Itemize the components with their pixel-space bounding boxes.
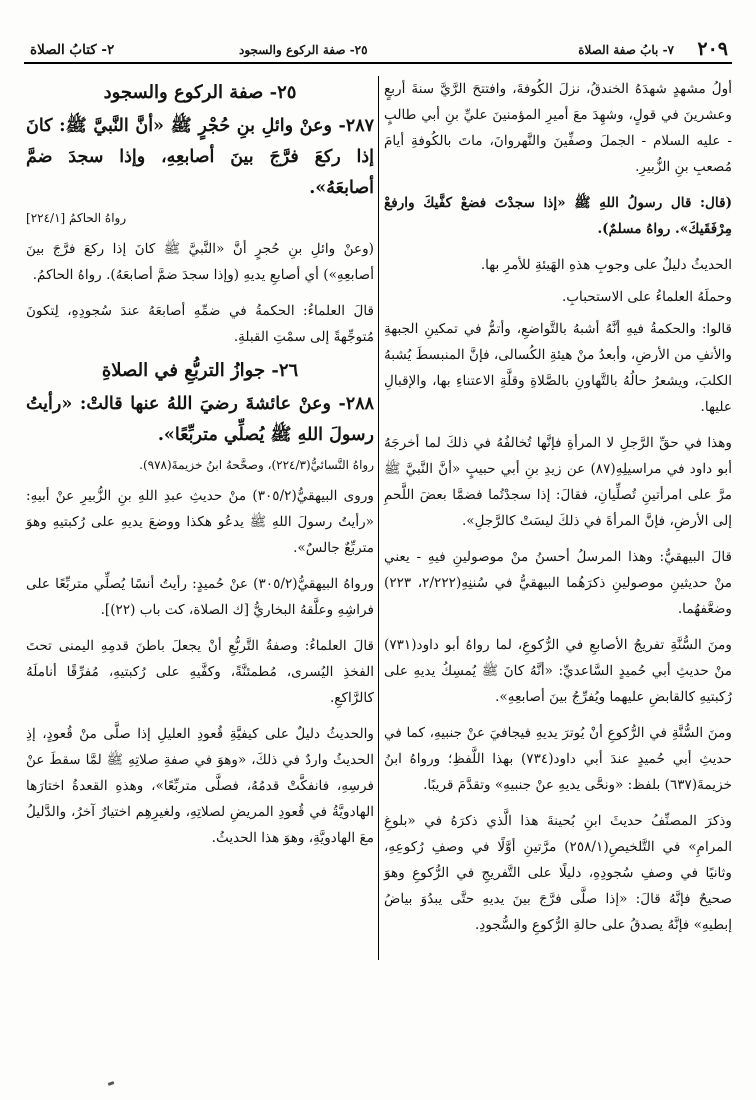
section-title: ٢٥- صفة الركوع والسجود (103, 82, 297, 103)
commentary-paragraph: قالَ العلماءُ: وصفةُ التَّربُّعِ أنْ يجعلَ باطنَ قدمِهِ اليمنى تحتَ الفخذِ اليُسرى، مُطمئنَّةً، وكفَّيهِ على رُكبتيهِ، مُفرِّقًا أناملَهُ كالرَّاكعِ. (26, 638, 374, 706)
commentary-paragraph: ورواهُ البيهقيُّ(٣٠٥/٢) عنْ حُميدٍ: رأيتُ أنسًا يُصلِّي متربِّعًا على فراشِهِ وعلَّقهُ البخاريُّ [ك الصلاة، كت باب (٢٢)]. (26, 576, 375, 618)
commentary-paragraph: الحديثُ دليلٌ على وجوبِ هذهِ الهَيئةِ للأمرِ بها. (480, 257, 732, 273)
commentary-paragraph: (وعنْ وائلِ بنِ حُجرٍ أنَّ «النَّبيَّ ﷺ كانَ إذا ركعَ فرَّجَ بينَ أصابعِهِ») أي أصابعِ يديهِ (وإذا سجدَ ضمَّ أصابعَهُ). رواهُ الحاكمُ. (26, 241, 374, 283)
hadith-text: ٢٨٧- وعنْ وائلِ بنِ حُجْرٍ ﷺ «أنَّ النَّبيَّ ﷺ: كانَ إذا ركعَ فرَّجَ بينَ أصابعِهِ، وإذا سجدَ ضمَّ أصابعَهُ». (26, 116, 374, 198)
scan-mark (108, 1081, 115, 1086)
commentary-paragraph: ومنَ السُّنَّةِ في الرُّكوعِ أنْ يُوترَ يديهِ فيجافيَ عنْ جنبيهِ، كما في حديثِ أبي حُميدٍ عندَ أبي داود(٧٣٤) بهذا اللَّفظِ؛ ورواهُ ابنُ خزيمةَ(٦٣٧) بلفظ: «ونحَّى يديهِ عنْ جنبيهِ» وتقدَّمَ قريبًا. (384, 725, 733, 793)
header-book-title: ٢- كتابُ الصلاة (30, 42, 115, 58)
running-header (24, 38, 732, 64)
commentary-paragraph: وروى البيهقيُّ(٣٠٥/٢) منْ حديثِ عبدِ اللهِ بنِ الزُّبيرِ عنْ أبيهِ: «رأيتُ رسولَ اللهِ ﷺ يدعُو هكذا ووضعَ يديهِ على رُكبتيهِ وهوَ متربِّعٌ جالسٌ». (26, 488, 374, 556)
right-text-column (384, 76, 732, 1070)
hadith-source: رواهُ النَّسائيُّ(٢٢٤/٣)، وصحَّحهُ ابنُ خزيمةَ(٩٧٨). (139, 458, 374, 472)
commentary-paragraph: قالَ البيهقيُّ: وهذا المرسلُ أحسنُ منْ موصولينِ فيهِ - يعني منْ حديثينِ موصولينِ ذكرَهُما البيهقيُّ في سُننِهِ(٢/٢٢٢، ٢٢٣) وضعَّفهُما. (384, 549, 732, 617)
commentary-paragraph: ومنَ السُّنَّةِ تفريجُ الأصابعِ في الرُّكوعِ، لما رواهُ أبو داود(٧٣١) منْ حديثِ أبي حُميدٍ السَّاعديِّ: «أنَّهُ كانَ ﷺ يُمسِكُ يديهِ على رُكبتيهِ كالقابضِ عليهما ويُفرِّجُ بينَ أصابعِهِ». (384, 637, 732, 705)
commentary-paragraph: وحملَهُ العلماءُ على الاستحبابِ. (561, 289, 732, 305)
hadith-quote-paragraph: (قال: قال رسولُ اللهِ ﷺ «إذا سجدْتَ فضعْ كفَّيكَ وارفعْ مِرْفَقَيكَ». رواهُ مسلمٌ). (384, 195, 732, 237)
left-text-column (26, 76, 374, 1070)
hadith-text: ٢٨٨- وعنْ عائشةَ رضيَ اللهُ عنها قالتْ: «رأيتُ رسولَ اللهِ ﷺ يُصلِّي متربِّعًا». (26, 394, 374, 445)
section-title: ٢٦- جوازُ التربُّعِ في الصلاةِ (101, 360, 299, 381)
column-divider (378, 76, 379, 960)
hadith-source: رواهُ الحاكمُ [٢٢٤/١] (26, 211, 127, 225)
header-section-title: ٧- بابُ صفة الصلاة (578, 43, 674, 57)
biography-paragraph: أولُ مشهدٍ شهدَهُ الخندقُ، نزلَ الكُوفةَ، وافتتحَ الرَّيَّ سنةَ أربعٍ وعشرينَ في قولٍ، وشهِدَ معَ أميرِ المؤمنينَ عليِّ بنِ أبي طالبٍ - عليه السلام - الجملَ وصفِّينَ والنَّهروانَ، ماتَ بالكُوفةِ أيامَ مُصعبِ بنِ الزُّبيرِ. (384, 81, 732, 175)
header-chapter-title: ٢٥- صفة الركوع والسجود (239, 43, 368, 57)
commentary-paragraph: والحديثُ دليلٌ على كيفيَّةِ قُعودِ العليلِ إذا صلَّى منْ قُعودٍ، إذِ الحديثُ واردٌ في ذلكَ، «وهوَ في صفةِ صلاتِهِ ﷺ لمَّا سقطَ عنْ فرسِهِ، فانفكَّتْ قدمُهُ، فصلَّى متربِّعًا»، وهذهِ القعدةُ اختارَها الهادويَّةُ في قُعودِ المريضِ لصلاتِهِ، ولغيرِهِم اختيارٌ آخرُ، والدَّليلُ معَ الهادويَّةِ، وهوَ هذا الحديثُ. (26, 726, 374, 846)
page-number: ٢٠٩ (697, 38, 728, 60)
commentary-paragraph: قالَ العلماءُ: الحكمةُ في ضمِّهِ أصابعَهُ عندَ سُجودِهِ، لِتكونَ مُتوجِّهةً إلى سمْتِ القبلةِ. (26, 303, 374, 345)
commentary-paragraph: وذكرَ المصنِّفُ حديثَ ابنِ بُحينةَ هذا الَّذي ذكرَهُ في «بلوغِ المرامِ» في التَّلخيصِ(٢٥٨/١) مرَّتينِ أوَّلًا في وصفِ رُكوعِهِ، وثانيًا في وصفِ سُجودِهِ، دليلًا على التَّفريجِ في الرُّكوعِ وهوَ صحيحٌ فإنَّهُ قالَ: «إذا صلَّى فرَّجَ بينَ يديهِ حتَّى يبدُوَ بياضُ إبطيهِ» فإنَّهُ يصدقُ على حالةِ الرُّكوعِ والسُّجودِ. (384, 813, 732, 933)
commentary-paragraph: وهذا في حقِّ الرَّجلِ لا المرأةِ فإنَّها تُخالفُهُ في ذلكَ لما أخرجَهُ أبو داود في مراسيلِهِ(٨٧) عن زيدِ بنِ أبي حبيبٍ «أنَّ النَّبيَّ ﷺ مرَّ على امرأتينِ تُصلِّيانِ، فقالَ: إذا سجدْتُما فضمَّا بعضَ اللَّحمِ إلى الأرضِ، فإنَّ المرأةَ في ذلكَ ليسَتْ كالرَّجلِ». (384, 435, 732, 529)
commentary-paragraph: قالوا: والحكمةُ فيهِ أنَّهُ أشبهُ بالتَّواضعِ، وأتمُّ في تمكينِ الجبهةِ والأنفِ من الأرضِ، وأبعدُ منْ هيئةِ الكُسالى، فإنَّ المنبسطَ يُشبهُ الكلبَ، ويشعرُ حالُهُ بالتَّهاونِ بالصَّلاةِ وقلَّةِ الاعتناءِ بها، والإقبالِ عليها. (384, 321, 732, 415)
